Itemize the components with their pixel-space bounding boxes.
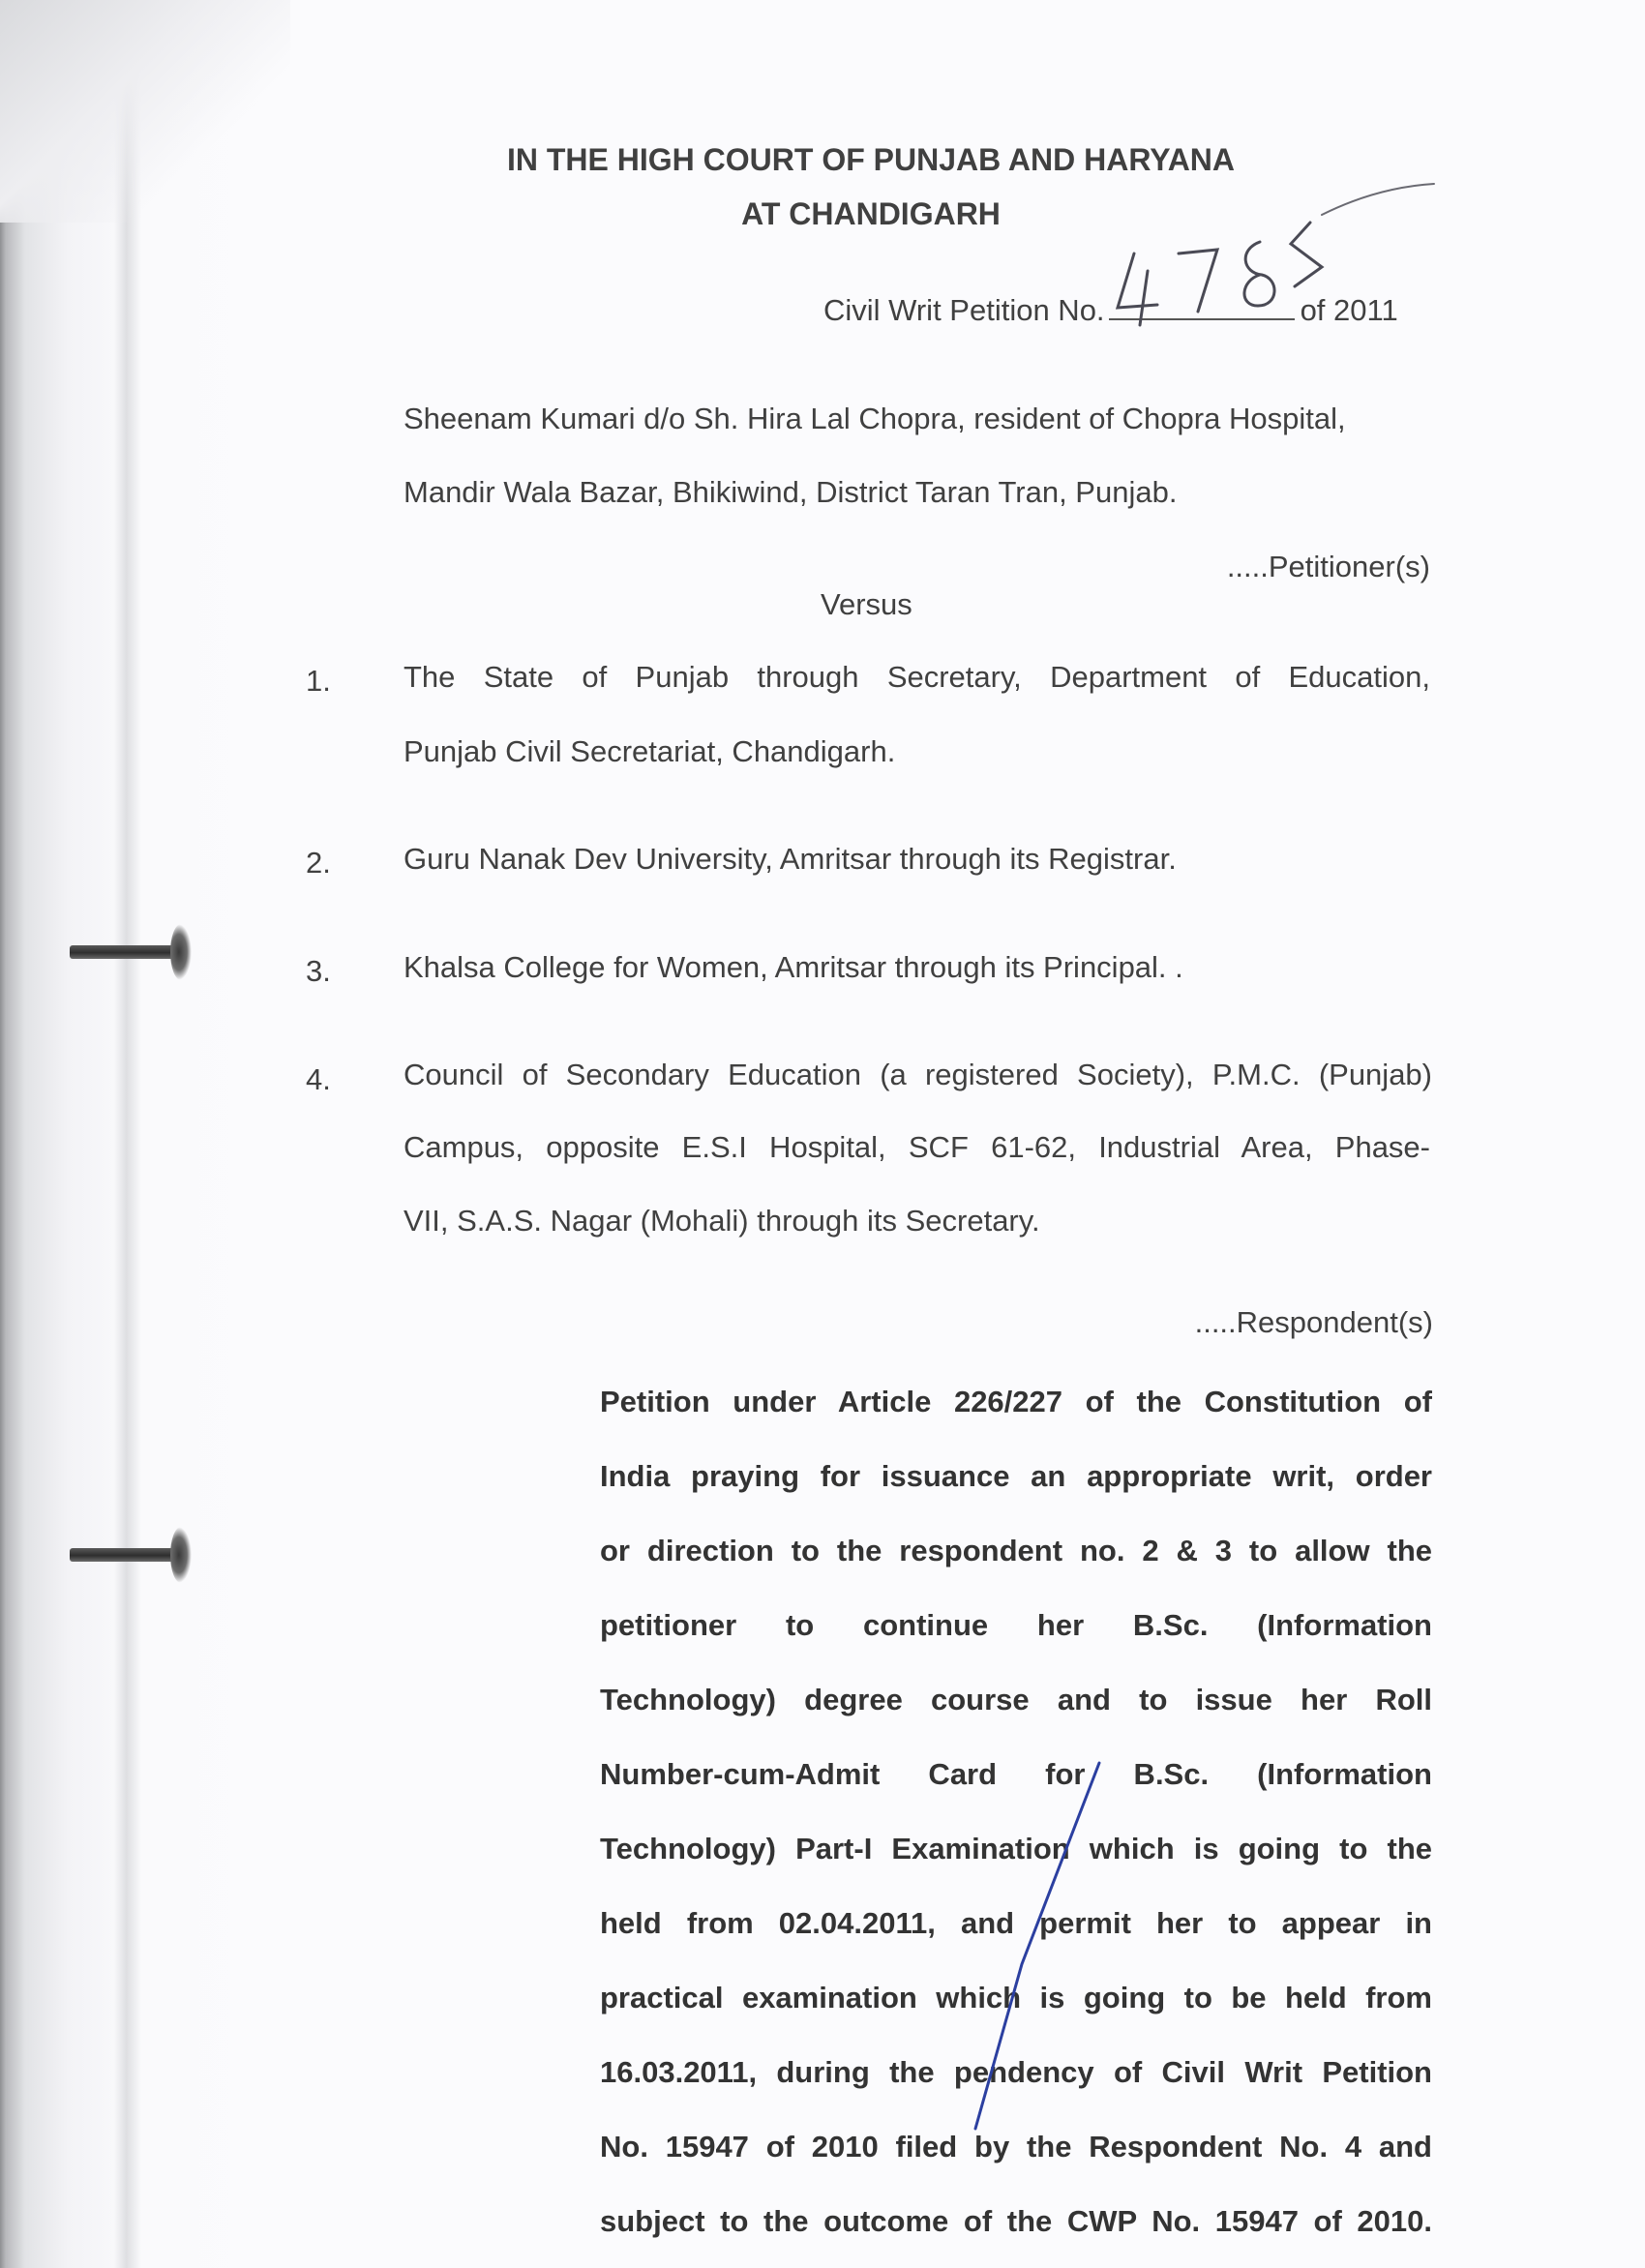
respondent-number: 4.: [306, 1062, 331, 1096]
prayer-line: No. 15947 of 2010 filed by the Respondent No. 4 and: [600, 2130, 1432, 2164]
prayer-line: subject to the outcome of the CWP No. 15947 of 2010.: [600, 2204, 1432, 2238]
petitioner-line-1: Sheenam Kumari d/o Sh. Hira Lal Chopra, resident of Chopra Hospital,: [404, 402, 1346, 435]
respondent-1-line-2: Punjab Civil Secretariat, Chandigarh.: [404, 734, 896, 768]
prayer-line: India praying for issuance an appropriate writ, order: [600, 1459, 1432, 1493]
case-number-line: [823, 289, 1398, 330]
prayer-line: practical examination which is going to be held from: [600, 1981, 1432, 2014]
respondent-number: 2.: [306, 846, 331, 880]
prayer-line: Number-cum-Admit Card for B.Sc. (Information: [600, 1757, 1432, 1791]
staple-top: [70, 945, 178, 959]
respondent-4-line-1: Council of Secondary Education (a registered Society), P.M.C. (Punjab): [404, 1058, 1432, 1091]
court-location: AT CHANDIGARH: [741, 196, 1001, 231]
prayer-line: Technology) Part-I Examination which is going to the: [600, 1832, 1432, 1865]
prayer-line: or direction to the respondent no. 2 & 3 to allow the: [600, 1534, 1432, 1567]
prayer-line: petitioner to continue her B.Sc. (Information: [600, 1608, 1432, 1642]
respondent-number: 3.: [306, 954, 331, 988]
prayer-line: Technology) degree course and to issue her Roll: [600, 1683, 1432, 1716]
respondent-4-line-3: VII, S.A.S. Nagar (Mohali) through its Secretary.: [404, 1204, 1040, 1238]
respondent-3-line-1: Khalsa College for Women, Amritsar through its Principal. .: [404, 950, 1183, 984]
scan-fold-line: [114, 0, 141, 2268]
corner-fold: [0, 0, 290, 223]
case-number-blank: [1109, 289, 1295, 320]
versus-label: Versus: [821, 587, 912, 621]
prayer-line: 16.03.2011, during the pendency of Civil Writ Petition: [600, 2055, 1432, 2089]
petitioner-label: .....Petitioner(s): [1226, 550, 1430, 583]
case-number-year: of 2011: [1300, 293, 1398, 327]
respondent-2-line-1: Guru Nanak Dev University, Amritsar through its Registrar.: [404, 842, 1177, 876]
prayer-line: Petition under Article 226/227 of the Constitution of: [600, 1385, 1432, 1418]
prayer-line: held from 02.04.2011, and permit her to appear in: [600, 1906, 1432, 1940]
respondent-4-line-2: Campus, opposite E.S.I Hospital, SCF 61-62, Industrial Area, Phase-: [404, 1130, 1430, 1164]
respondent-label: .....Respondent(s): [1194, 1305, 1433, 1339]
respondent-1-line-1: The State of Punjab through Secretary, Department of Education,: [404, 660, 1430, 694]
staple-bottom: [70, 1548, 178, 1562]
respondent-number: 1.: [306, 664, 331, 698]
case-number-prefix: Civil Writ Petition No.: [823, 293, 1105, 327]
court-title: IN THE HIGH COURT OF PUNJAB AND HARYANA: [506, 142, 1236, 177]
petitioner-line-2: Mandir Wala Bazar, Bhikiwind, District Taran Tran, Punjab.: [404, 475, 1178, 509]
